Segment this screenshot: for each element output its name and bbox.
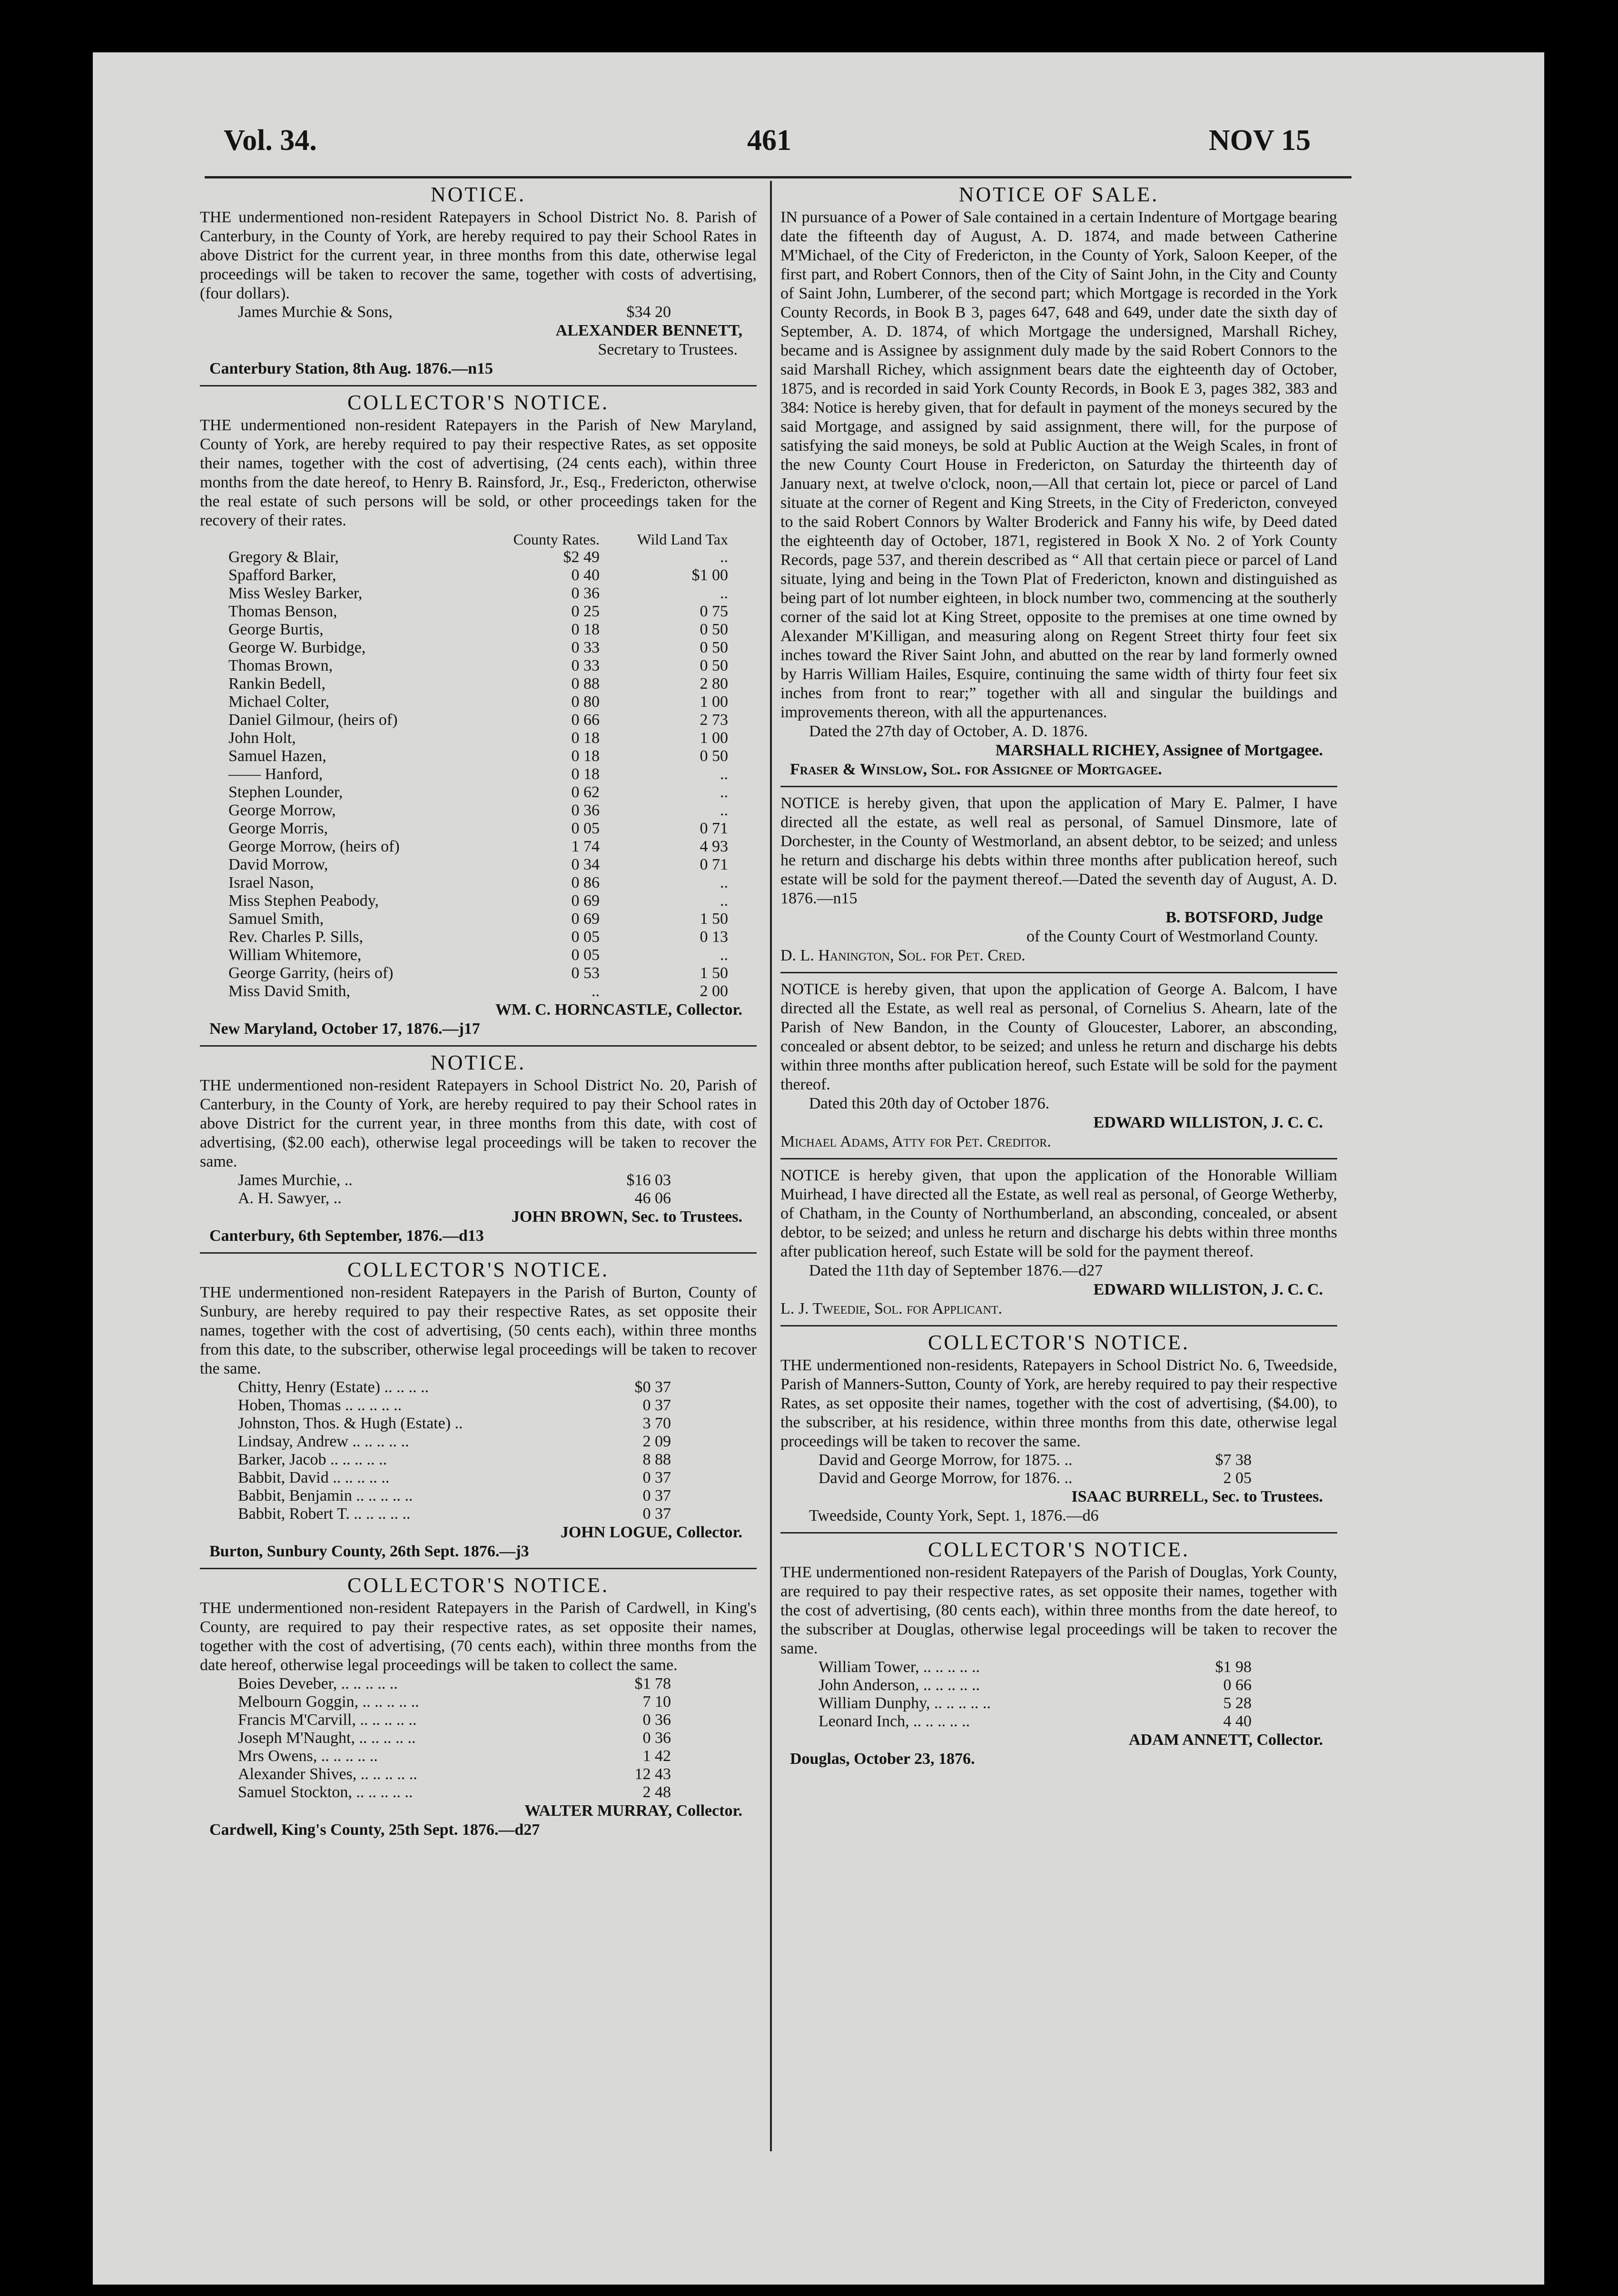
ratepayer-table [228,530,728,1000]
table-header: County Rates. Wild Land Tax [513,531,728,548]
table-row: —— Hanford, 0 18 .. [228,765,728,783]
table-row: Johnston, Thos. & Hugh (Estate) .. 3 70 [238,1415,671,1432]
notice-title: NOTICE OF SALE. [958,183,1159,206]
notice-title: COLLECTOR'S NOTICE. [927,1331,1190,1354]
ratepayer-table [238,1171,671,1207]
notice-body: THE undermentioned non-resident Ratepayers in the Parish of Burton, County of Sunbury, are hereby required to pay their respective Rates, as set opposite their names, together with the cost of advertising, (50 cents each), within three months from this date, to the subscriber, otherwise legal proceedings will be taken to recover the same. [200,1284,757,1377]
table-row: Lindsay, Andrew .. .. .. .. .. 2 09 [238,1433,671,1450]
ratepayer-table [238,1378,671,1523]
dateline: Cardwell, King's County, 25th Sept. 1876.—d27 [209,1821,540,1839]
table-row: George Burtis, 0 18 0 50 [228,621,728,638]
header-rule [205,176,1352,178]
table-row: Joseph M'Naught, .. .. .. .. .. 0 36 [238,1729,671,1747]
notice-title: COLLECTOR'S NOTICE. [347,391,609,414]
table-row: Hoben, Thomas .. .. .. .. .. 0 37 [238,1396,671,1414]
notice-tweedside [780,1333,1337,1534]
table-row: Barker, Jacob .. .. .. .. .. 8 88 [238,1451,671,1468]
notice-body: THE undermentioned non-resident Ratepayers of the Parish of Douglas, York County, are required to pay their respective rates, as set opposite their names, together with the cost of advertising, (80 cents each), within three months from the date hereof, to the subscriber at Douglas, otherwise legal proceedings will be taken to recover the same. [780,1564,1337,1657]
notice-body: THE undermentioned non-resident Ratepayers in the Parish of New Maryland, County of York, are hereby required to pay their respective Rates, as set opposite their names, together with the cost of advertising, (24 cents each), within three months from the date hereof, to Henry B. Rainsford, Jr., Esq., Fredericton, otherwise the real estate of such persons will be sold, or other proceedings taken for the recovery of their rates. [200,416,757,529]
left-column [200,183,757,1853]
table-row: Leonard Inch, .. .. .. .. .. 4 40 [819,1712,1252,1730]
table-row: Chitty, Henry (Estate) .. .. .. .. $0 37 [238,1378,671,1396]
ratepayer-table [238,1675,671,1801]
table-row: Thomas Benson, 0 25 0 75 [228,603,728,620]
dated-line: Dated the 27th day of October, A. D. 1876. [809,722,1088,740]
table-row: Samuel Smith, 0 69 1 50 [228,910,728,928]
ratepayer-table [819,1451,1252,1487]
table-row: Israel Nason, 0 86 .. [228,874,728,891]
table-row: Miss Wesley Barker, 0 36 .. [228,584,728,602]
notice-ahearn [780,980,1337,1159]
table-row: Michael Colter, 0 80 1 00 [228,693,728,711]
table-row: John Anderson, .. .. .. .. .. 0 66 [819,1676,1252,1694]
table-row: Boies Deveber, .. .. .. .. .. $1 78 [238,1675,671,1692]
signature: JOHN BROWN, Sec. to Trustees. [511,1208,742,1226]
table-row: Rankin Bedell, 0 88 2 80 [228,675,728,693]
table-row: George W. Burbidge, 0 33 0 50 [228,639,728,656]
table-row: Babbit, Benjamin .. .. .. .. .. 0 37 [238,1487,671,1504]
notice-body: NOTICE is hereby given, that upon the application of the Honorable William Muirhead, I have directed all the Estate, as well real as personal, of George Wetherby, of Chatham, in the County of Northumberland, an absconding, concealed, or absent debtor, to be seized; and unless he return and discharge his debts within three months after publication hereof, such Estate will be sold for the payment thereof. [780,1167,1337,1260]
notice-title: COLLECTOR'S NOTICE. [347,1574,609,1597]
notice-body: THE undermentioned non-resident Ratepayers in School District No. 8. Parish of Canterbury, in the County of York, are hereby required to pay their School Rates in above District for the current year, in three months from this date, otherwise legal proceedings will be taken to recover the same, together with costs of advertising, (four dollars). [200,208,757,302]
table-row: Melbourn Goggin, .. .. .. .. .. 7 10 [238,1693,671,1711]
dated-line: Dated the 11th day of September 1876.—d27 [809,1262,1103,1279]
table-row: Alexander Shives, .. .. .. .. .. 12 43 [238,1765,671,1783]
signature: ISAAC BURRELL, Sec. to Trustees. [1071,1488,1323,1505]
ratepayer-table [238,303,671,321]
table-row: David and George Morrow, for 1876. .. 2 05 [819,1469,1252,1487]
notice-burton [200,1260,757,1569]
right-column [780,183,1337,1782]
table-row: James Murchie & Sons, $34 20 [238,303,671,321]
notice-title: NOTICE. [430,1051,526,1074]
table-row: Miss Stephen Peabody, 0 69 .. [228,892,728,910]
notice-title: NOTICE. [430,183,526,206]
notice-body: THE undermentioned non-resident Ratepayers in the Parish of Cardwell, in King's County, are required to pay their respective rates, as set opposite their names, together with the cost of advertising, (70 cents each), within three months from the date hereof, otherwise legal proceedings will be taken to collect the same. [200,1599,757,1674]
table-row: George Morrow, 0 36 .. [228,802,728,819]
table-row: George Morris, 0 05 0 71 [228,820,728,837]
table-row: William Whitemore, 0 05 .. [228,946,728,964]
table-row: Stephen Lounder, 0 62 .. [228,783,728,801]
table-row: Babbit, Robert T. .. .. .. .. .. 0 37 [238,1505,671,1523]
table-row: David Morrow, 0 34 0 71 [228,856,728,873]
solicitor-line: L. J. Tweedie, Sol. for Applicant. [780,1300,1003,1317]
table-row: Rev. Charles P. Sills, 0 05 0 13 [228,928,728,946]
table-row: Gregory & Blair, $2 49 .. [228,548,728,566]
table-row: William Dunphy, .. .. .. .. .. 5 28 [819,1694,1252,1712]
solicitor-line: Fraser & Winslow, Sol. for Assignee of Mortgagee. [790,761,1162,778]
dateline: Canterbury, 6th September, 1876.—d13 [209,1227,484,1245]
page-number: 461 [747,124,791,157]
table-row: John Holt, 0 18 1 00 [228,729,728,747]
notice-body: THE undermentioned non-resident Ratepayers in School District No. 20, Parish of Canterbury, in the County of York, are hereby required to pay their School rates in above District for the current year, in three months from this date, with cost of advertising, ($2.00 each), otherwise legal proceedings will be taken to recover the same. [200,1077,757,1170]
notice-dinsmore [780,794,1337,973]
table-row: Spafford Barker, 0 40 $1 00 [228,566,728,584]
solicitor-line: Michael Adams, Atty for Pet. Creditor. [780,1133,1051,1150]
signature-title: of the County Court of Westmorland County. [1026,928,1318,945]
signature: MARSHALL RICHEY, Assignee of Mortgagee. [995,742,1323,759]
table-row: David and George Morrow, for 1875. .. $7 38 [819,1451,1252,1469]
table-row: Daniel Gilmour, (heirs of) 0 66 2 73 [228,711,728,729]
signature: EDWARD WILLISTON, J. C. C. [1093,1281,1323,1298]
dated-line: Dated this 20th day of October 1876. [809,1095,1050,1112]
notice-wetherby [780,1166,1337,1326]
dateline: Burton, Sunbury County, 26th Sept. 1876.—j3 [209,1543,529,1560]
table-row: Samuel Hazen, 0 18 0 50 [228,747,728,765]
signature: B. BOTSFORD, Judge [1165,909,1323,926]
column-divider [770,181,772,2151]
table-row: Babbit, David .. .. .. .. .. 0 37 [238,1469,671,1486]
notice-title: COLLECTOR'S NOTICE. [347,1258,609,1281]
notice-douglas [780,1540,1337,1775]
table-row: William Tower, .. .. .. .. .. $1 98 [819,1658,1252,1676]
signature-title: Secretary to Trustees. [598,341,738,358]
signature: ADAM ANNETT, Collector. [1129,1731,1323,1749]
issue-date: NOV 15 [1209,124,1311,157]
notice-body: THE undermentioned non-residents, Ratepayers in School District No. 6, Tweedside, Parish of Manners-Sutton, County of York, are hereby required to pay their respective Rates, as set opposite their names, together with the cost of advertising, ($4.00), to the subscriber, at his residence, within three months from this date, otherwise legal proceedings will be taken to recover the same. [780,1356,1337,1450]
notice-title: COLLECTOR'S NOTICE. [927,1538,1190,1561]
table-row: James Murchie, .. $16 03 [238,1171,671,1189]
notice-body: NOTICE is hereby given, that upon the application of Mary E. Palmer, I have directed all the estate, as well real as personal, of Samuel Dinsmore, late of Dorchester, in the County of Westmorland, an absent debtor, to be seized; and unless he return and discharge his debts within three months after publication hereof, such estate will be sold for the payment thereof.—Dated the seventh day of August, A. D. 1876.—n15 [780,794,1337,907]
table-row: Mrs Owens, .. .. .. .. .. 1 42 [238,1747,671,1765]
notice-body: IN pursuance of a Power of Sale contained in a certain Indenture of Mortgage bearing date the fifteenth day of August, A. D. 1874, and made between Catherine M'Michael, of the City of Fredericton, in the County of York, Saloon Keeper, of the first part, and Robert Connors, then of the City of Saint John, in the City and County of Saint John, Lumberer, of the second part; which Mortgage is recorded in the York County Records, in Book B 3, pages 647, 648 and 649, under date the sixth day of September, A. D. 1874, of which Mortgage the undersigned, Marshall Richey, became and is Assignee by assignment duly made by the said Robert Connors to the said Marshall Richey, which assignment bears date the eighteenth day of October, 1875, and is recorded in said York County Records, in Book E 3, pages 382, 383 and 384: Notice is hereby given, that for default in payment of the moneys secured by the said Mortgage, and assigned by said assignment, there will, for the purpose of satisfying the said moneys, be sold at Public Auction at the Weigh Scales, in front of the new County Court House in Fredericton, on Saturday the thirteenth day of January next, at twelve o'clock, noon,—All that certain lot, piece or parcel of Land situate at the corner of Regent and King Streets, in the City of Fredericton, conveyed to the said Robert Connors by Walter Broderick and Fanny his wife, by Deed dated the eighteenth day of October, 1871, registered in Book X No. 2 of York County Records, page 537, and therein described as “ All that certain piece or parcel of Land situate, lying and being in the Town Plat of Fredericton, known and distinguished as being part of lot number eighteen, in block number two, commencing at the southerly corner of the said lot at King Street, opposite to the premises at one time owned by Alexander M'Killigan, and measuring along on Regent Street thirty four feet six inches toward the River Saint John, and abutted on the rear by land formerly owned by Harris William Hailes, Esquire, continuing the same width of thirty four feet six inches from front to rear;” together with all and singular the buildings and improvements thereon, with all the appurtenances. [780,208,1337,721]
notice-cardwell [200,1576,757,1846]
notice-canterbury-8 [200,185,757,386]
volume-number: Vol. 34. [224,124,317,157]
table-row: A. H. Sawyer, .. 46 06 [238,1189,671,1207]
solicitor-line: D. L. Hanington, Sol. for Pet. Cred. [780,947,1026,964]
dateline: Tweedside, County York, Sept. 1, 1876.—d6 [809,1507,1099,1524]
signature: ALEXANDER BENNETT, [555,322,742,339]
signature: WM. C. HORNCASTLE, Collector. [495,1001,742,1019]
dateline: New Maryland, October 17, 1876.—j17 [209,1020,480,1038]
dateline: Douglas, October 23, 1876. [790,1750,975,1768]
table-row: Miss David Smith, .. 2 00 [228,982,728,1000]
signature: JOHN LOGUE, Collector. [560,1524,742,1541]
table-row: Francis M'Carvill, .. .. .. .. .. 0 36 [238,1711,671,1729]
table-row: Thomas Brown, 0 33 0 50 [228,657,728,674]
table-row: George Garrity, (heirs of) 0 53 1 50 [228,964,728,982]
notice-canterbury-20 [200,1053,757,1254]
signature: EDWARD WILLISTON, J. C. C. [1093,1114,1323,1131]
page-header [224,124,1375,167]
notice-new-maryland [200,393,757,1047]
signature: WALTER MURRAY, Collector. [524,1802,742,1820]
dateline: Canterbury Station, 8th Aug. 1876.—n15 [209,360,493,377]
ratepayer-table [819,1658,1252,1731]
notice-body: NOTICE is hereby given, that upon the application of George A. Balcom, I have directed all the Estate, as well real as personal, of Cornelius S. Ahearn, late of the Parish of New Bandon, in the County of Gloucester, Laborer, an absconding, concealed or absent debtor, to be seized; and unless he return and discharge his debts within three months after publication hereof, such Estate will be sold for the payment thereof. [780,980,1337,1093]
table-row: Samuel Stockton, .. .. .. .. .. 2 48 [238,1783,671,1801]
table-row: George Morrow, (heirs of) 1 74 4 93 [228,838,728,855]
notice-of-sale [780,185,1337,787]
